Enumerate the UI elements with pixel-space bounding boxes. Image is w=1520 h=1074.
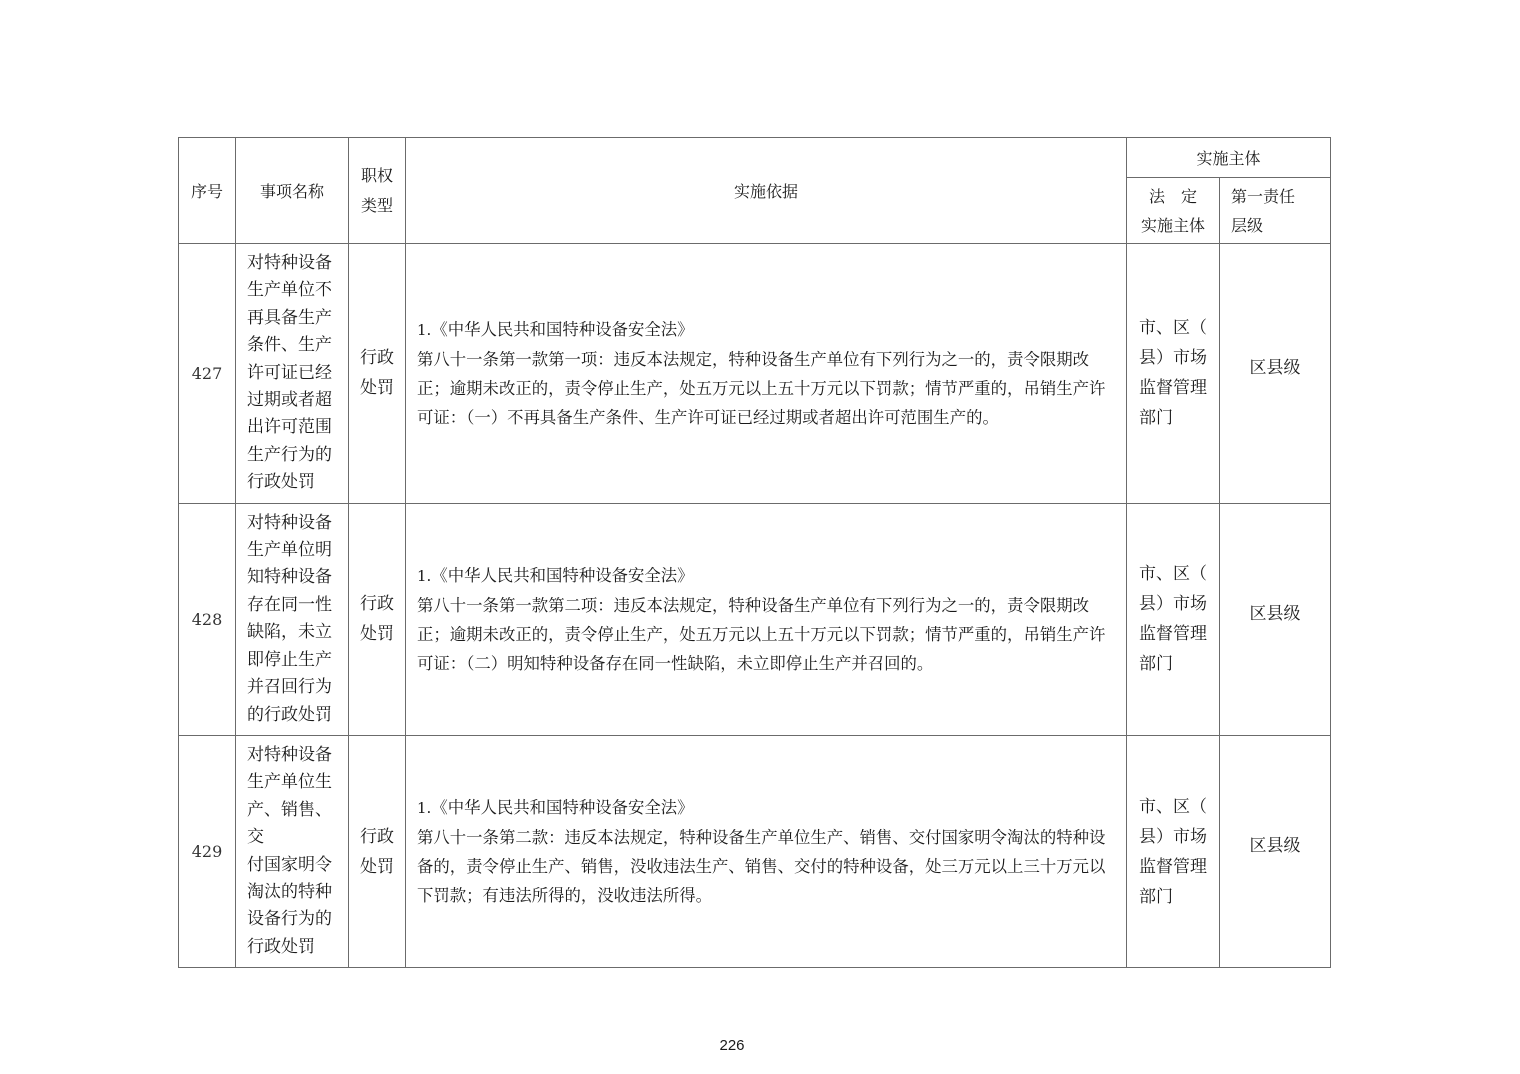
row-power-type: 行政 处罚 <box>349 735 406 967</box>
row-seq: 427 <box>179 244 236 504</box>
table-row <box>179 503 1331 735</box>
law-article: 第八十一条第一款第二项：违反本法规定，特种设备生产单位有下列行为之一的，责令限期改正；逾期未改正的，责令停止生产，处五万元以上五十万元以下罚款；情节严重的，吊销生产许可证：（二）明知特种设备存在同一性缺陷，未立即停止生产并召回的。 <box>417 595 1106 673</box>
row-basis <box>406 244 1127 504</box>
row-legal-subject: 市、区（ 县）市场 监督管理 部门 <box>1127 735 1220 967</box>
row-power-type: 行政 处罚 <box>349 244 406 504</box>
table-row <box>179 735 1331 967</box>
page-number: 226 <box>719 1037 745 1054</box>
header-first-level: 第一责任 层级 <box>1220 178 1331 244</box>
law-title: 1.《中华人民共和国特种设备安全法》 <box>417 565 694 585</box>
row-seq: 429 <box>179 735 236 967</box>
header-basis: 实施依据 <box>406 138 1127 244</box>
law-title: 1.《中华人民共和国特种设备安全法》 <box>417 319 694 339</box>
row-seq: 428 <box>179 503 236 735</box>
header-subject-group: 实施主体 <box>1127 138 1331 178</box>
law-article: 第八十一条第二款：违反本法规定，特种设备生产单位生产、销售、交付国家明令淘汰的特种设备的，责令停止生产、销售，没收违法生产、销售、交付的特种设备，处三万元以上三十万元以下罚款；有违法所得的，没收违法所得。 <box>417 828 1106 906</box>
row-item-name: 对特种设备 生产单位生 产、销售、交 付国家明令 淘汰的特种 设备行为的 行政处罚 <box>236 735 349 967</box>
header-seq: 序号 <box>179 138 236 244</box>
row-basis <box>406 735 1127 967</box>
row-power-type: 行政 处罚 <box>349 503 406 735</box>
enforcement-items-table <box>178 137 1331 968</box>
row-legal-subject: 市、区（ 县）市场 监督管理 部门 <box>1127 503 1220 735</box>
header-legal-subject: 法 定 实施主体 <box>1127 178 1220 244</box>
law-article: 第八十一条第一款第一项：违反本法规定，特种设备生产单位有下列行为之一的，责令限期改正；逾期未改正的，责令停止生产，处五万元以上五十万元以下罚款；情节严重的，吊销生产许可证：（一）不再具备生产条件、生产许可证已经过期或者超出许可范围生产的。 <box>417 349 1106 427</box>
table-row <box>179 244 1331 504</box>
row-basis <box>406 503 1127 735</box>
row-first-level: 区县级 <box>1220 503 1331 735</box>
law-title: 1.《中华人民共和国特种设备安全法》 <box>417 798 694 818</box>
row-first-level: 区县级 <box>1220 244 1331 504</box>
row-item-name: 对特种设备 生产单位不 再具备生产 条件、生产 许可证已经 过期或者超 出许可范围 生产行为的 行政处罚 <box>236 244 349 504</box>
row-legal-subject: 市、区（ 县）市场 监督管理 部门 <box>1127 244 1220 504</box>
row-item-name: 对特种设备 生产单位明 知特种设备 存在同一性 缺陷，未立 即停止生产 并召回行为 的行政处罚 <box>236 503 349 735</box>
header-power-type: 职权 类型 <box>349 138 406 244</box>
row-first-level: 区县级 <box>1220 735 1331 967</box>
header-item-name: 事项名称 <box>236 138 349 244</box>
